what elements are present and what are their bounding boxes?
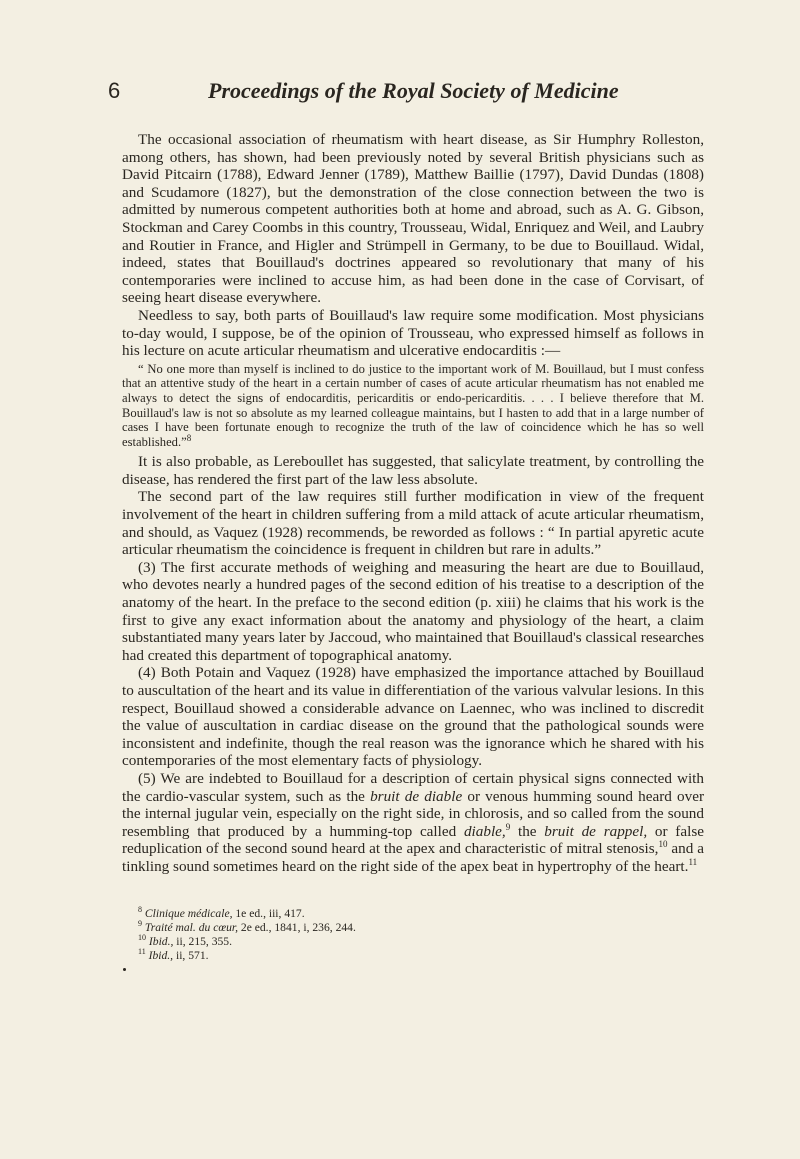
footnotes [138,907,638,963]
trousseau-quote [122,362,704,450]
footnote-11: $^{11}$ Ibid., ii, 571. [138,947,209,962]
paragraph-4: The second part of the law requires still further modification in view of the frequent involvement of the heart in children suffering from a mild attack of acute articular rheumatism, and should, as Vaquez (1928) recommends, be reworded as follows : “ In partial apyretic acute articular rheumatism the coincidence is frequent in children but rare in adults.” [122,488,704,559]
ref-10: 10 [658,839,668,850]
paragraph-6: (4) Both Potain and Vaquez (1928) have emphasized the importance attached by Bouillaud to auscultation of the heart and its value in differentiation of the various valvular lesions. In this respect, Bouillaud showed a considerable advance on Laennec, who was inclined to discredit the value of auscultation in cardiac disease on the ground that the pathological sounds were inconsistent and indefinite, though the real reason was the ignorance which he shared with his contemporaries of the most elementary facts of physiology. [122,664,704,770]
paragraph-1: The occasional association of rheumatism with heart disease, as Sir Humphry Rolleston, among others, has shown, had been previously noted by several British physicians such as David Pitcairn (1788), Edward Jenner (1789), Matthew Baillie (1797), David Dundas (1808) and Scudamore (1827), but the demonstration of the close connection between the two is admitted by numerous competent authorities both at home and abroad, such as A. G. Gibson, Stockman and Carey Coombs in this country, Trousseau, Widal, Enriquez and Weil, and Laubry and Routier in France, and Higler and Strümpell in Germany, to be due to Bouillaud. Widal, indeed, states that Bouillaud's doctrines appeared so revolutionary that many of his contemporaries were inclined to accuse him, as had been done in the case of Corvisart, of seeing heart disease everywhere. [122,131,704,307]
quote-ref: 8 [186,432,192,443]
paragraph-5: (3) The first accurate methods of weighing and measuring the heart are due to Bouillaud, who devotes nearly a hundred pages of the second edition of his treatise to a description of the anatomy of the heart. In the preface to the second edition (p. xiii) he claims that his work is the first to give any exact information about the anatomy and physiology of the heart, a claim substantiated many years later by Jaccoud, who maintained that Bouillaud's classical researches had created this department of topographical anatomy. [122,558,704,664]
footnote-9: $^9$ Traité mal. du cœur, 2e ed., 1841, i, 236, 244. [138,919,356,934]
running-head: Proceedings of the Royal Society of Medicine [208,78,619,103]
term-diable: diable, [463,822,506,840]
ink-dot [123,968,126,971]
term-bruit-de-diable: bruit de diable [370,787,463,805]
footnote-8: $^8$ Clinique médicale, 1e ed., iii, 417. [138,905,305,920]
footnote-10: $^{10}$ Ibid., ii, 215, 355. [138,933,233,948]
ref-11: 11 [688,856,698,867]
body-text [122,131,704,876]
term-bruit-de-rappel: bruit de rappel, [544,822,648,840]
paragraph-3: It is also probable, as Lereboullet has suggested, that salicylate treatment, by controlling the disease, has rendered the first part of the law less absolute. [122,453,704,488]
page-number: 6 [108,78,121,103]
paragraph-2: Needless to say, both parts of Bouillaud's law require some modification. Most physicians to-day would, I suppose, be of the opinion of Trousseau, who expressed himself as follows in his lecture on acute articular rheumatism and ulcerative endocarditis :— [122,306,704,360]
quote-text: “ No one more than myself is inclined to do justice to the important work of M. Bouillaud, but I must confess that an attentive study of the heart in a certain number of cases of acute articular rheumatism has not enabled me always to detect the signs of endocarditis, pericarditis or endo-pericarditis. . . . I believe therefore that M. Bouillaud's law is not so absolute as my learned colleague maintains, but I hasten to add that in a large number of cases I have been fortunate enough to recognize the truth of the law of coincidence which he has so well established.” [122,361,704,449]
page-header [108,78,708,108]
paragraph-7: (5) We are indebted to Bouillaud for a description of certain physical signs connected with the cardio-vascular system, such as the bruit de diable or venous humming sound heard over the internal jugular vein, especially on the right side, in chlorosis, and so called from the sound resembling that produced by a humming-top called diable,$^9$ the bruit de rappel, or false reduplication of the second sound heard at the apex and characteristic of mitral stenosis,$^{10}$ and a tinkling sound sometimes heard on the right side of the apex beat in hypertrophy of the heart.$^{11}$ [122,769,704,875]
ref-9: 9 [505,821,511,832]
